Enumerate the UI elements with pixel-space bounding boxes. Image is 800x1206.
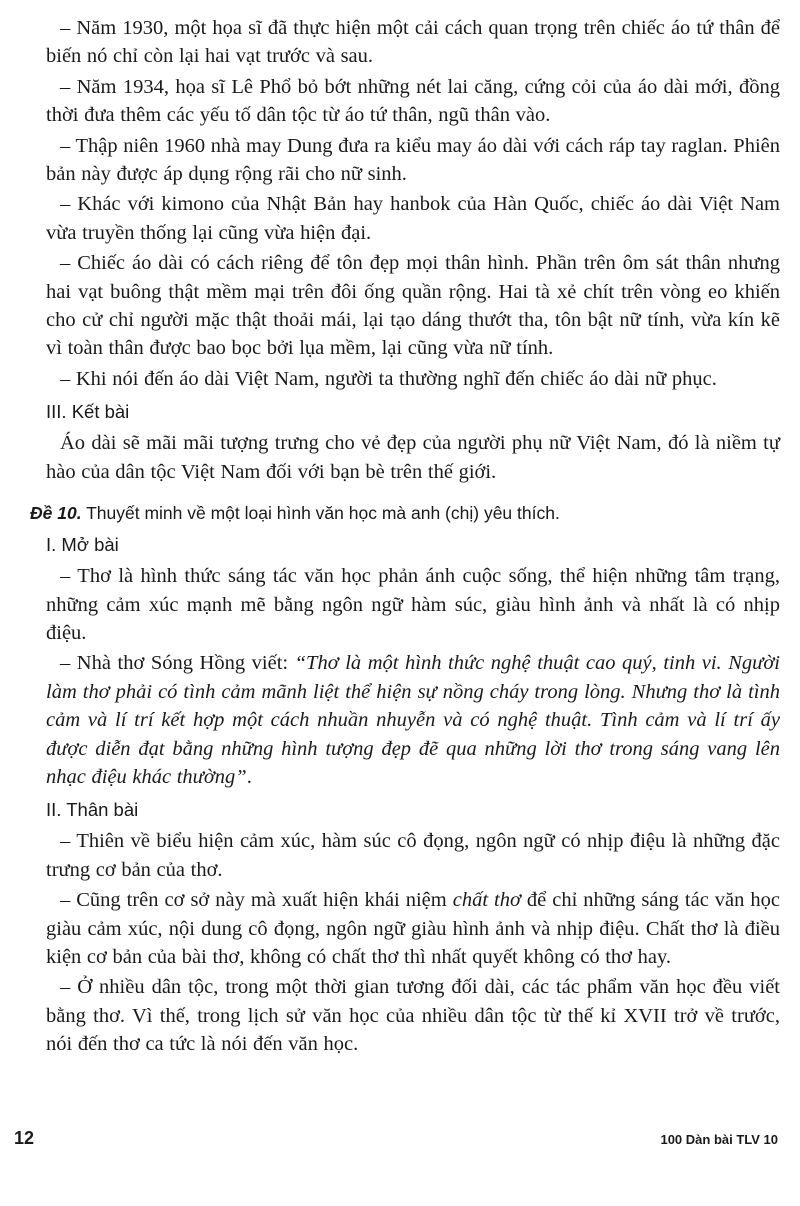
heading-ket-bai: III. Kết bài — [46, 401, 130, 423]
paragraph-1930: – Năm 1930, một họa sĩ đã thực hiện một cải cách quan trọng trên chiếc áo tứ thân để biến nó chỉ còn lại hai vạt trước và sau. — [46, 17, 780, 68]
heading-than-bai: II. Thân bài — [46, 799, 139, 821]
paragraph-than-bai-2 — [46, 886, 780, 971]
paragraph-than-bai-1: – Thiên về biểu hiện cảm xúc, hàm súc cô đọng, ngôn ngữ có nhịp điệu là những đặc trưng cơ bản của thơ. — [46, 830, 780, 881]
topic-text: Thuyết minh về một loại hình văn học mà anh (chị) yêu thích. — [81, 503, 560, 524]
chat-tho-lead: – Cũng trên cơ sở này mà xuất hiện khái niệm — [60, 889, 453, 912]
song-hong-quote: “Thơ là một hình thức nghệ thuật cao quý, tinh vi. Người làm thơ phải có tình cảm mãnh liệt thể hiện sự nồng cháy trong lòng. Nhưng thơ là tình cảm và lí trí kết hợp một cách nhuần nhuyễn và có nghệ thuật. Tình cảm và lí trí ấy được diễn đạt bằng những hình tượng đẹp đẽ qua những lời thơ trong sáng vang lên nhạc điệu khác thường” — [46, 652, 780, 788]
page-number: 12 — [14, 1128, 35, 1148]
paragraph-kimono: – Khác với kimono của Nhật Bản hay hanbok của Hàn Quốc, chiếc áo dài Việt Nam vừa truyền thống lại cũng vừa hiện đại. — [46, 193, 780, 244]
paragraph-1960: – Thập niên 1960 nhà may Dung đưa ra kiểu may áo dài với cách ráp tay raglan. Phiên bản này được áp dụng rộng rãi cho nữ sinh. — [46, 134, 780, 186]
page-footer — [14, 1128, 778, 1149]
paragraph-ket-bai: Áo dài sẽ mãi mãi tượng trưng cho vẻ đẹp của người phụ nữ Việt Nam, đó là niềm tự hào của dân tộc Việt Nam đối với bạn bè trên thế giới. — [46, 432, 780, 483]
paragraph-mo-bai-2 — [46, 649, 780, 791]
paragraph-nu-phuc: – Khi nói đến áo dài Việt Nam, người ta thường nghĩ đến chiếc áo dài nữ phục. — [60, 367, 717, 390]
topic-label: Đề 10. — [30, 503, 82, 524]
book-title: 100 Dàn bài TLV 10 — [660, 1132, 778, 1147]
paragraph-body-shape: – Chiếc áo dài có cách riêng để tôn đẹp mọi thân hình. Phần trên ôm sát thân nhưng hai vạt buông thật mềm mại trên đôi ống quần rộng. Hai tà xẻ chít trên vòng eo khiến cho cử chỉ người mặc thật thoải mái, lại tạo dáng thướt tha, tôn bật nữ tính, vừa kín kẽ vì toàn thân được bao bọc bởi lụa mềm, lại cũng vừa nữ tính. — [46, 252, 780, 360]
topic-title — [30, 500, 780, 526]
page-body — [30, 14, 780, 1061]
quote-tail: . — [246, 765, 252, 788]
chat-tho-tail: để chỉ những sáng tác văn học giàu cảm xúc, nội dung cô đọng, ngôn ngữ giàu hình ảnh và nhịp điệu. Chất thơ là điều kiện cơ bản của bài thơ, không có chất thơ thì nhất quyết không có thơ hay. — [46, 889, 780, 968]
heading-mo-bai: I. Mở bài — [46, 534, 119, 556]
paragraph-mo-bai-1: – Thơ là hình thức sáng tác văn học phản ánh cuộc sống, thể hiện những tâm trạng, những cảm xúc mạnh mẽ bằng ngôn ngữ hàm súc, giàu hình ảnh và nhất là có nhịp điệu. — [46, 565, 780, 644]
quote-lead: – Nhà thơ Sóng Hồng viết: — [60, 652, 295, 675]
paragraph-1934: – Năm 1934, họa sĩ Lê Phổ bỏ bớt những nét lai căng, cứng cỏi của áo dài mới, đồng thời đưa thêm các yếu tố dân tộc từ áo tứ thân, ngũ thân vào. — [46, 75, 780, 127]
chat-tho-term: chất thơ — [452, 889, 521, 912]
paragraph-than-bai-3: – Ở nhiều dân tộc, trong một thời gian tương đối dài, các tác phẩm văn học đều viết bằng thơ. Vì thế, trong lịch sử văn học của nhiều dân tộc từ thế kỉ XVII trở về trước, nói đến thơ ca tức là nói đến văn học. — [46, 976, 780, 1056]
